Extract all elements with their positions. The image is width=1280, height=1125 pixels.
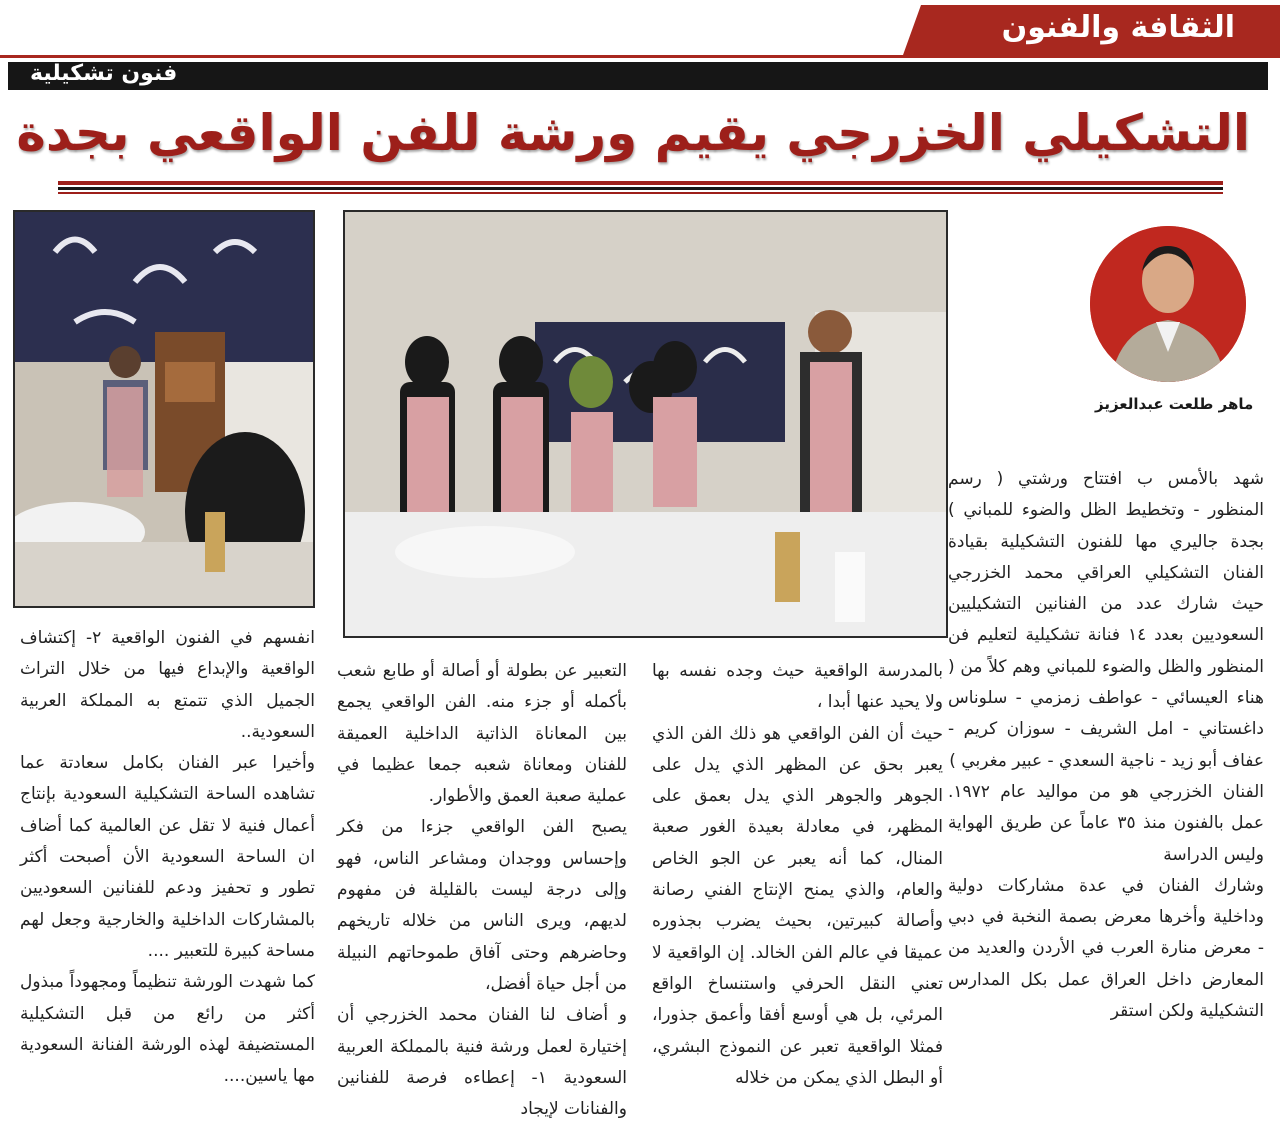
col2-paragraph-2: حيث أن الفن الواقعي هو ذلك الفن الذي يعبر بحق عن المظهر الذي يدل على الجوهر والجوهر الذي يدل بعمق على المظهر، في معادلة بعيدة الغور صعبة المنال، كما أنه يعبر عن الجو الخاص والعام، والذي يمنح الإنتاج الفني رصانة وأصالة كبيرتين، بحيث يضرب بجذوره عميقا في عالم الفن الخالد. إن الواقعية لا تعني النقل الحرفي واستنساخ الواقع المرئي، بل هي أوسع أفقا وأعمق جذورا، فمثلا الواقعية تعبر عن النموذج البشري، أو البطل الذي يمكن من خلاله <box>652 723 943 1088</box>
author-portrait <box>1090 226 1246 382</box>
col1-paragraph-2: الفنان الخزرجي هو من مواليد عام ١٩٧٢. عمل بالفنون منذ ٣٥ عاماً عن طريق الهواية وليس الدراسة <box>948 781 1265 865</box>
article-column-3 <box>337 656 627 1125</box>
article-column-2 <box>652 656 943 1094</box>
article-column-4 <box>20 623 315 1092</box>
col1-paragraph-1: شهد بالأمس ب افتتاح ورشتي ( رسم المنظور - وتخطيط الظل والضوء للمباني ) بجدة جاليري مها للفنون التشكيلية بقيادة الفنان التشكيلي العراقي محمد الخزرجي حيث شارك عدد من الفنانين التشكيليين السعوديين بعدد ١٤ فنانة تشكيلية لتعليم فن المنظور والظل والضوء للمباني وهم كلاً من ( هناء العيسائي - عواطف زمزمي - سلوناس داغستاني - امل الشريف - سوزان كريم - عفاف أبو زيد - ناجية السعدي - عبير مغربي ) <box>948 469 1264 771</box>
artist-painting-photo-graphic <box>15 212 313 606</box>
section-title: الثقافة والفنون <box>1001 10 1235 45</box>
col3-paragraph-2: يصبح الفن الواقعي جزءا من فكر وإحساس ووجدان ومشاعر الناس، فهو وإلى درجة ليست بالقليلة فن مفهوم لديهم، ويرى الناس من خلاله تاريخهم وحاضرهم وحتى آفاق طموحاتهم النبيلة من أجل حياة أفضل، <box>337 817 627 994</box>
side-photo <box>13 210 315 608</box>
main-photo <box>343 210 948 638</box>
headline-rule-thin <box>58 192 1223 194</box>
author-portrait-graphic <box>1090 226 1246 382</box>
col1-paragraph-3: وشارك الفنان في عدة مشاركات دولية وداخلية وأخرها معرض بصمة النخبة في دبي - معرض منارة العرب في الأردن والعديد من المعارض داخل العراق عمل بكل المدارس التشكيلية ولكن استقر <box>948 875 1264 1022</box>
article-column-1 <box>948 464 1264 1027</box>
headline-rule-black <box>58 187 1223 190</box>
author-byline: ماهر طلعت عبدالعزيز <box>1095 395 1254 413</box>
col4-paragraph-3: كما شهدت الورشة تنظيماً ومجهوداً مبذول أكثر من رائع من قبل التشكيلية المستضيفة لهذه الورشة الفنانة السعودية مها ياسين.... <box>20 972 315 1087</box>
subsection-bar <box>8 62 1268 90</box>
col4-paragraph-1: انفسهم في الفنون الواقعية ٢- إكتشاف الواقعية والإبداع فيها من خلال التراث الجميل الذي تتمتع به المملكة العربية السعودية.. <box>20 628 315 742</box>
group-workshop-photo-graphic <box>345 212 946 636</box>
subsection-title: فنون تشكيلية <box>30 61 178 86</box>
col3-paragraph-3: و أضاف لنا الفنان محمد الخزرجي أن إختيارة لعمل ورشة فنية بالمملكة العربية السعودية ١- إعطاءه فرصة للفنانين والفنانات لإيجاد <box>337 1005 628 1120</box>
headline-rule-red <box>58 181 1223 185</box>
col4-paragraph-2: وأخيرا عبر الفنان بكامل سعادتة عما تشاهده الساحة التشكيلية السعودية بإنتاج أعمال فنية لا تقل عن العالمية كما أضاف ان الساحة السعودية الأن أصبحت أكثر تطور و تحفيز ودعم للفنانين السعوديين بالمشاركات الداخلية والخارجية وجعل لهم مساحة كبيرة للتعبير .... <box>20 753 315 961</box>
col2-paragraph-1: بالمدرسة الواقعية حيث وجده نفسه بها ولا يحيد عنها أبدا ، <box>652 661 943 713</box>
article-headline: التشكيلي الخزرجي يقيم ورشة للفن الواقعي بجدة <box>16 104 1250 162</box>
header-divider <box>0 55 1280 58</box>
col3-paragraph-1: التعبير عن بطولة أو أصالة أو طابع شعب بأكمله أو جزء منه. الفن الواقعي يجمع بين المعاناة الذاتية الداخلية العميقة للفنان ومعاناة شعبه جمعا عظيما في عملية صعبة العمق والأطوار. <box>337 661 627 807</box>
